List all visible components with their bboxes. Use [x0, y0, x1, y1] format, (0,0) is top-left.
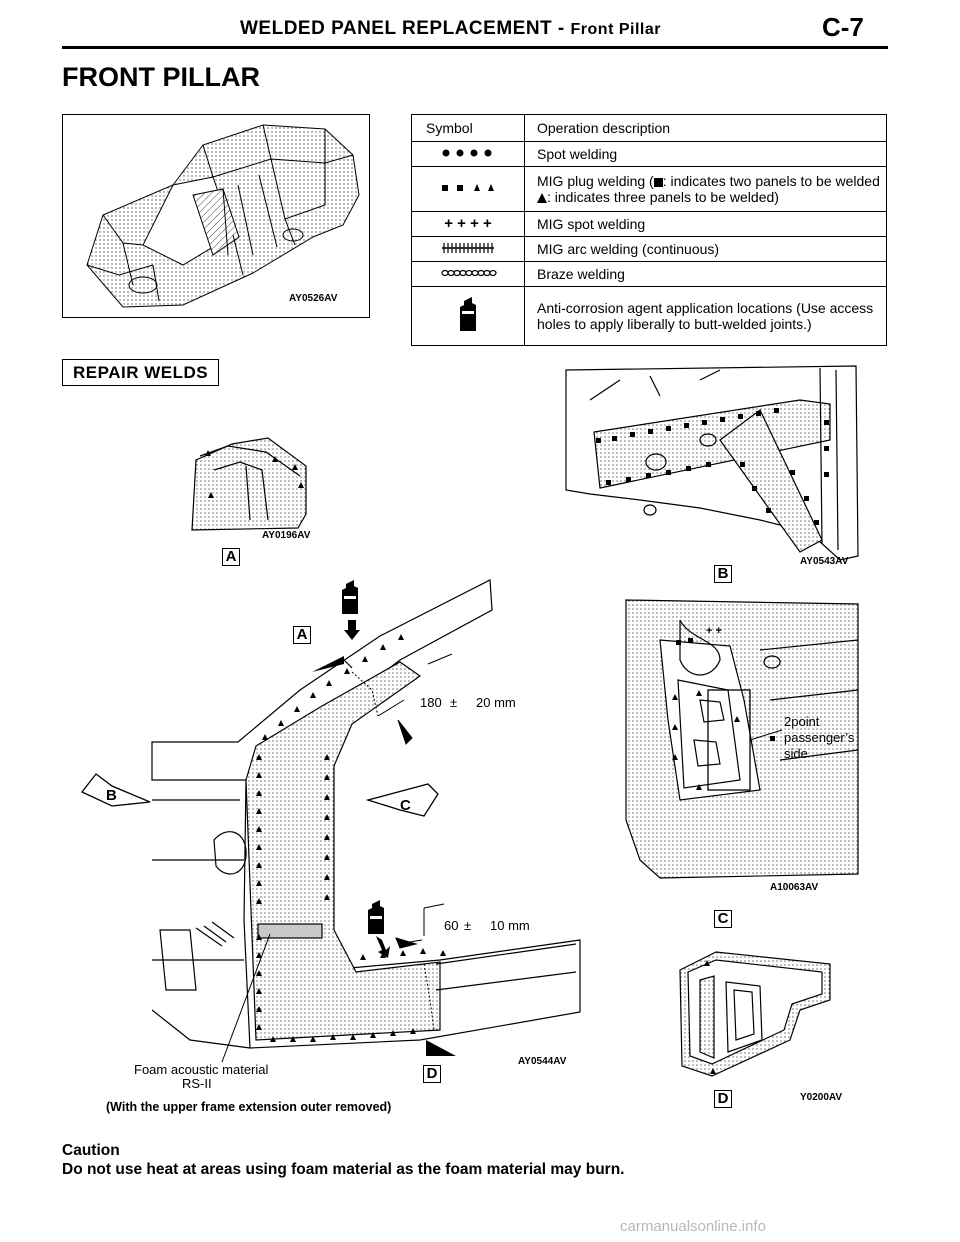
legend-header-description: Operation description — [525, 115, 887, 142]
detail-b-figure — [566, 366, 858, 560]
overview-code: AY0526AV — [289, 293, 338, 304]
removed-note: (With the upper frame extension outer removed) — [106, 1100, 392, 1114]
watermark: carmanualsonline.info — [620, 1218, 766, 1235]
two-point-line-1: 2point — [784, 714, 820, 729]
callout-box-b: B — [714, 565, 732, 583]
page-code: C-7 — [822, 12, 864, 42]
dimension-60-value: 60 — [444, 918, 459, 933]
detail-d-figure — [680, 952, 830, 1076]
detail-a-code: AY0196AV — [262, 530, 311, 541]
detail-d-code: Y0200AV — [800, 1092, 843, 1103]
mig-plug-text-3: : indicates three panels to be welded) — [547, 189, 779, 205]
section-title: FRONT PILLAR — [62, 62, 260, 92]
two-point-line-3: side — [784, 746, 808, 761]
legend-header-symbol: Symbol — [412, 115, 525, 142]
dimension-180-tol: ± — [450, 695, 458, 710]
anti-corrosion-bottle-icon — [342, 580, 360, 640]
two-point-line-2: passenger’s — [784, 730, 855, 745]
header-title-text: WELDED PANEL REPLACEMENT - — [240, 18, 565, 39]
foam-note-line-1: Foam acoustic material — [134, 1062, 269, 1077]
dimension-180-value: 180 — [420, 695, 442, 710]
dimension-180-rest: 20 mm — [476, 695, 516, 710]
mig-spot-icon: + + + + — [412, 212, 525, 237]
section-arrow-c-label: C — [400, 797, 411, 814]
callout-box-a-main: A — [293, 626, 311, 644]
dimension-60-tol: ± — [464, 918, 472, 933]
mig-plug-text-1: MIG plug welding ( — [537, 173, 654, 189]
detail-b-code: AY0543AV — [800, 556, 849, 567]
legend-mig-spot-description: MIG spot welding — [525, 212, 887, 237]
legend-anti-corrosion-description: Anti-corrosion agent application locations (Use access holes to apply liberally to butt-welded joints.) — [525, 287, 887, 346]
main-figure-code: AY0544AV — [518, 1056, 567, 1067]
dimension-60-rest: 10 mm — [490, 918, 530, 933]
anti-corrosion-bottle-icon-lower — [368, 900, 390, 958]
callout-box-d: D — [714, 1090, 732, 1108]
header-subtitle: Front Pillar — [570, 21, 661, 38]
legend-spot-description: Spot welding — [525, 142, 887, 167]
mig-plug-text-2: : indicates two panels to be welded — [662, 173, 880, 189]
caution-title: Caution — [62, 1142, 120, 1159]
front-pillar-main-figure — [152, 580, 580, 1048]
callout-box-c: C — [714, 910, 732, 928]
section-arrow-b-label: B — [106, 787, 117, 804]
foam-note-line-2: RS-II — [182, 1076, 212, 1091]
detail-c-code: A10063AV — [770, 882, 819, 893]
legend-mig-arc-description: MIG arc welding (continuous) — [525, 237, 887, 262]
callout-box-d-main: D — [423, 1065, 441, 1083]
caution-text: Do not use heat at areas using foam material as the foam material may burn. — [62, 1161, 625, 1178]
repair-welds-label: REPAIR WELDS — [62, 359, 219, 386]
callout-box-a: A — [222, 548, 240, 566]
legend-braze-description: Braze welding — [525, 262, 887, 287]
dimension-60 — [396, 904, 444, 948]
caution-block — [62, 1141, 624, 1179]
detail-a-figure — [192, 438, 306, 530]
section-arrow-d — [426, 1040, 456, 1056]
detail-c-mig-spot-mark: + + — [706, 625, 722, 637]
